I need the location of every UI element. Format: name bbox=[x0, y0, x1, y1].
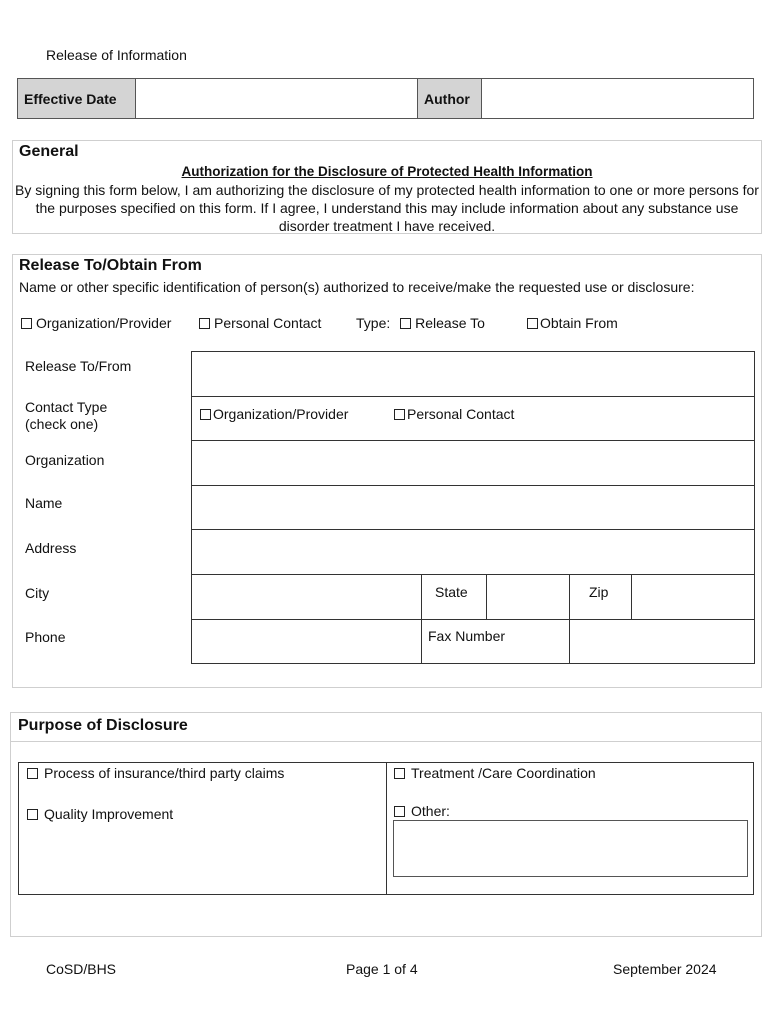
fax-number-label: Fax Number bbox=[428, 628, 506, 644]
checkbox-icon[interactable] bbox=[394, 768, 405, 779]
footer-organization: CoSD/BHS bbox=[46, 961, 117, 977]
author-label: Author bbox=[418, 79, 482, 118]
option-release-to[interactable]: Type: Release To bbox=[356, 315, 485, 331]
purpose-section bbox=[10, 712, 762, 937]
authorization-heading: Authorization for the Disclosure of Protected Health Information bbox=[181, 164, 593, 179]
purpose-insurance-option[interactable]: Process of insurance/third party claims bbox=[27, 765, 284, 781]
effective-date-field[interactable] bbox=[136, 79, 418, 118]
authorization-paragraph: By signing this form below, I am authorizing the disclosure of my protected health information to one or more persons for the purposes specified on this form. If I agree, I understand this may include information about any substance use disorder treatment I have received. bbox=[15, 182, 759, 234]
checkbox-icon[interactable] bbox=[27, 768, 38, 779]
contact-type-label: Contact Type (check one) bbox=[25, 399, 108, 432]
checkbox-icon[interactable] bbox=[394, 806, 405, 817]
option-obtain-from[interactable]: Obtain From bbox=[527, 315, 618, 331]
address-label: Address bbox=[25, 540, 77, 556]
other-purpose-input[interactable] bbox=[393, 820, 748, 877]
option-organization-provider[interactable]: Organization/Provider bbox=[21, 315, 171, 331]
organization-label: Organization bbox=[25, 452, 105, 468]
state-label: State bbox=[435, 584, 468, 600]
purpose-title: Purpose of Disclosure bbox=[18, 717, 188, 734]
release-title: Release To/Obtain From bbox=[19, 257, 202, 274]
footer-date: September 2024 bbox=[613, 961, 717, 977]
zip-label: Zip bbox=[589, 584, 609, 600]
release-to-from-label: Release To/From bbox=[25, 358, 132, 374]
checkbox-icon[interactable] bbox=[21, 318, 32, 329]
checkbox-icon[interactable] bbox=[27, 809, 38, 820]
purpose-titlebar bbox=[11, 713, 761, 742]
checkbox-icon[interactable] bbox=[394, 409, 405, 420]
phone-label: Phone bbox=[25, 629, 66, 645]
type-label: Type: bbox=[356, 315, 391, 331]
release-section bbox=[12, 254, 762, 688]
purpose-options-box bbox=[18, 762, 754, 895]
contact-details-grid bbox=[191, 351, 755, 664]
general-title: General bbox=[19, 143, 79, 160]
purpose-other-option[interactable]: Other: bbox=[394, 803, 450, 819]
effective-date-label: Effective Date bbox=[18, 79, 136, 118]
contact-type-personal-option[interactable]: Personal Contact bbox=[394, 406, 514, 422]
general-section bbox=[12, 140, 762, 234]
footer-page-number: Page 1 of 4 bbox=[346, 961, 418, 977]
checkbox-icon[interactable] bbox=[400, 318, 411, 329]
name-label: Name bbox=[25, 495, 63, 511]
author-field[interactable] bbox=[482, 79, 753, 118]
contact-type-org-option[interactable]: Organization/Provider bbox=[200, 406, 348, 422]
purpose-quality-option[interactable]: Quality Improvement bbox=[27, 806, 173, 822]
header-table bbox=[17, 78, 754, 119]
checkbox-icon[interactable] bbox=[527, 318, 538, 329]
release-description: Name or other specific identification of person(s) authorized to receive/make the requested use or disclosure: bbox=[19, 279, 695, 295]
option-personal-contact[interactable]: Personal Contact bbox=[199, 315, 321, 331]
city-label: City bbox=[25, 585, 50, 601]
document-title: Release of Information bbox=[46, 47, 187, 63]
checkbox-icon[interactable] bbox=[199, 318, 210, 329]
purpose-treatment-option[interactable]: Treatment /Care Coordination bbox=[394, 765, 596, 781]
checkbox-icon[interactable] bbox=[200, 409, 211, 420]
